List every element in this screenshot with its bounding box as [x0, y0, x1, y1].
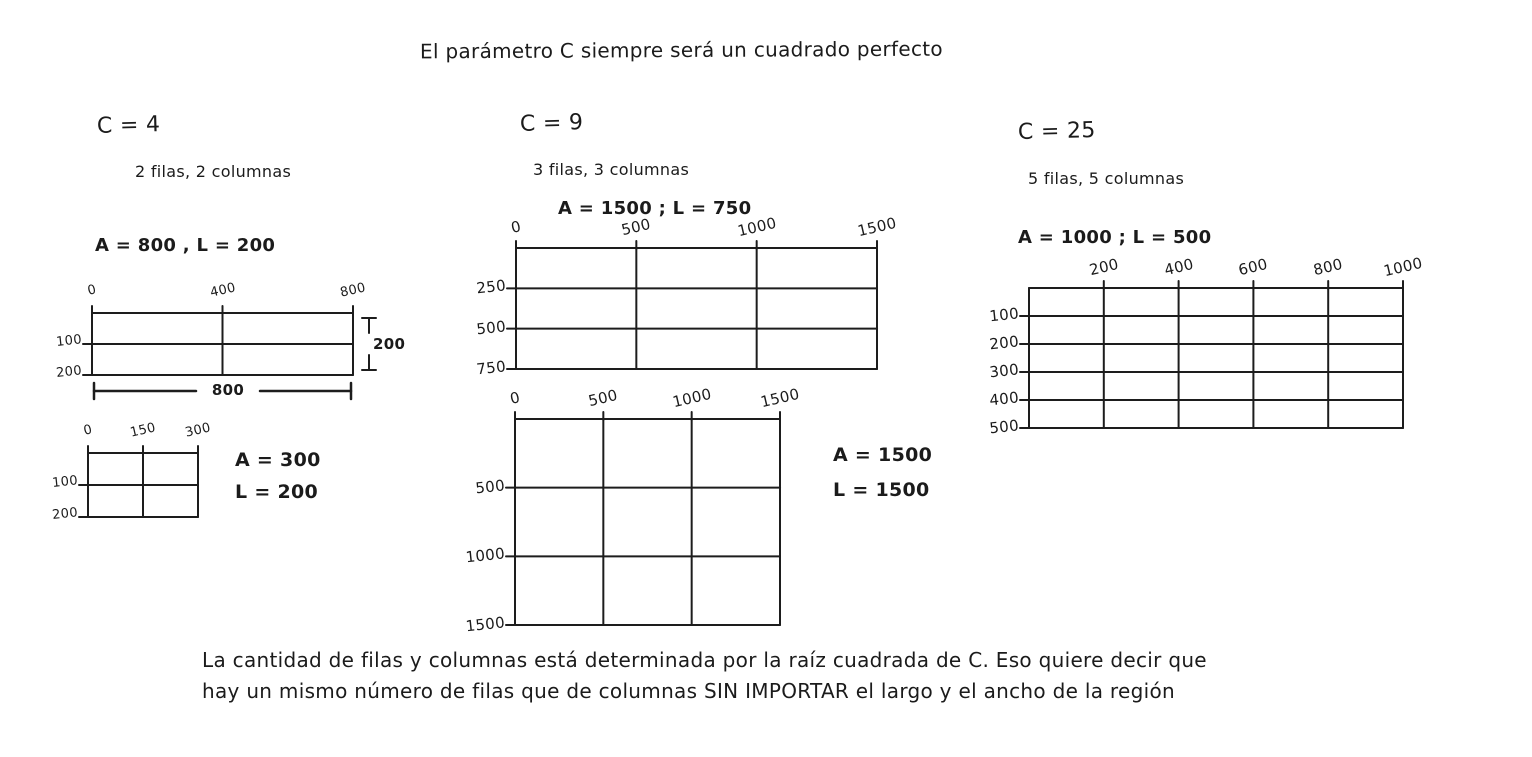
tick-label: 500 [619, 214, 653, 240]
section-subheading: 3 filas, 3 columnas [533, 160, 690, 179]
footer-line-1: La cantidad de filas y columnas está determinada por la raíz cuadrada de C. Eso quiere decir que [202, 648, 1207, 672]
tick-label: 800 [1311, 254, 1345, 280]
tick-label: 100 [988, 304, 1020, 326]
tick-label: 1000 [670, 384, 713, 412]
section-heading: C = 4 [96, 112, 161, 139]
tick-label: 500 [586, 385, 620, 411]
grid-c4-small [18, 419, 368, 569]
grid-c25-main [959, 254, 1532, 480]
section-subheading: 2 filas, 2 columnas [135, 162, 292, 181]
tick-label: 100 [51, 473, 79, 491]
section-heading: C = 25 [1017, 117, 1096, 146]
grid-c9-square [445, 385, 950, 677]
tick-label: 200 [373, 335, 406, 353]
tick-label: 500 [475, 316, 507, 338]
section-params: A = 800 , L = 200 [95, 235, 276, 256]
grid-lines-svg [445, 385, 950, 677]
tick-label: 1000 [1381, 253, 1425, 281]
footer-line-2: hay un mismo número de filas que de columnas SIN IMPORTAR el largo y el ancho de la región [202, 679, 1175, 703]
tick-label: 400 [988, 388, 1020, 410]
section-params: A = 1000 ; L = 500 [1018, 227, 1212, 248]
tick-label: 150 [128, 420, 158, 441]
tick-label: 250 [475, 276, 507, 298]
tick-label: 1000 [735, 213, 778, 241]
tick-label: 200 [51, 505, 79, 523]
tick-label: 1500 [855, 213, 899, 241]
tick-label: 600 [1236, 254, 1270, 280]
tick-label: 500 [988, 416, 1020, 438]
tick-label: 400 [208, 280, 237, 301]
tick-label: 750 [475, 357, 507, 379]
tick-label: 300 [988, 360, 1020, 382]
tick-label: 200 [1087, 254, 1121, 280]
grid-lines-svg [959, 254, 1532, 480]
tick-label: 200 [988, 332, 1020, 354]
tick-label: 800 [211, 381, 245, 399]
section-subheading: 5 filas, 5 columnas [1028, 169, 1185, 188]
section-params: A = 1500 ; L = 750 [558, 198, 752, 219]
tick-label: 0 [508, 388, 522, 408]
tick-label: A = 1500 [833, 444, 933, 466]
tick-label: 0 [82, 422, 94, 439]
tick-label: L = 200 [235, 481, 319, 503]
tick-label: A = 300 [235, 449, 321, 471]
tick-label: L = 1500 [833, 479, 930, 501]
tick-label: 500 [474, 475, 506, 497]
tick-label: 800 [338, 280, 368, 301]
tick-label: 300 [183, 420, 213, 441]
page-title: El parámetro C siempre será un cuadrado perfecto [419, 36, 943, 64]
tick-label: 200 [55, 363, 83, 381]
tick-label: 0 [509, 217, 523, 237]
section-heading: C = 9 [519, 110, 584, 137]
tick-label: 1500 [758, 384, 802, 412]
tick-label: 100 [55, 332, 83, 350]
tick-label: 1000 [464, 544, 506, 567]
tick-label: 0 [86, 282, 98, 299]
tick-label: 400 [1162, 254, 1196, 280]
tick-label: 1500 [464, 613, 506, 636]
